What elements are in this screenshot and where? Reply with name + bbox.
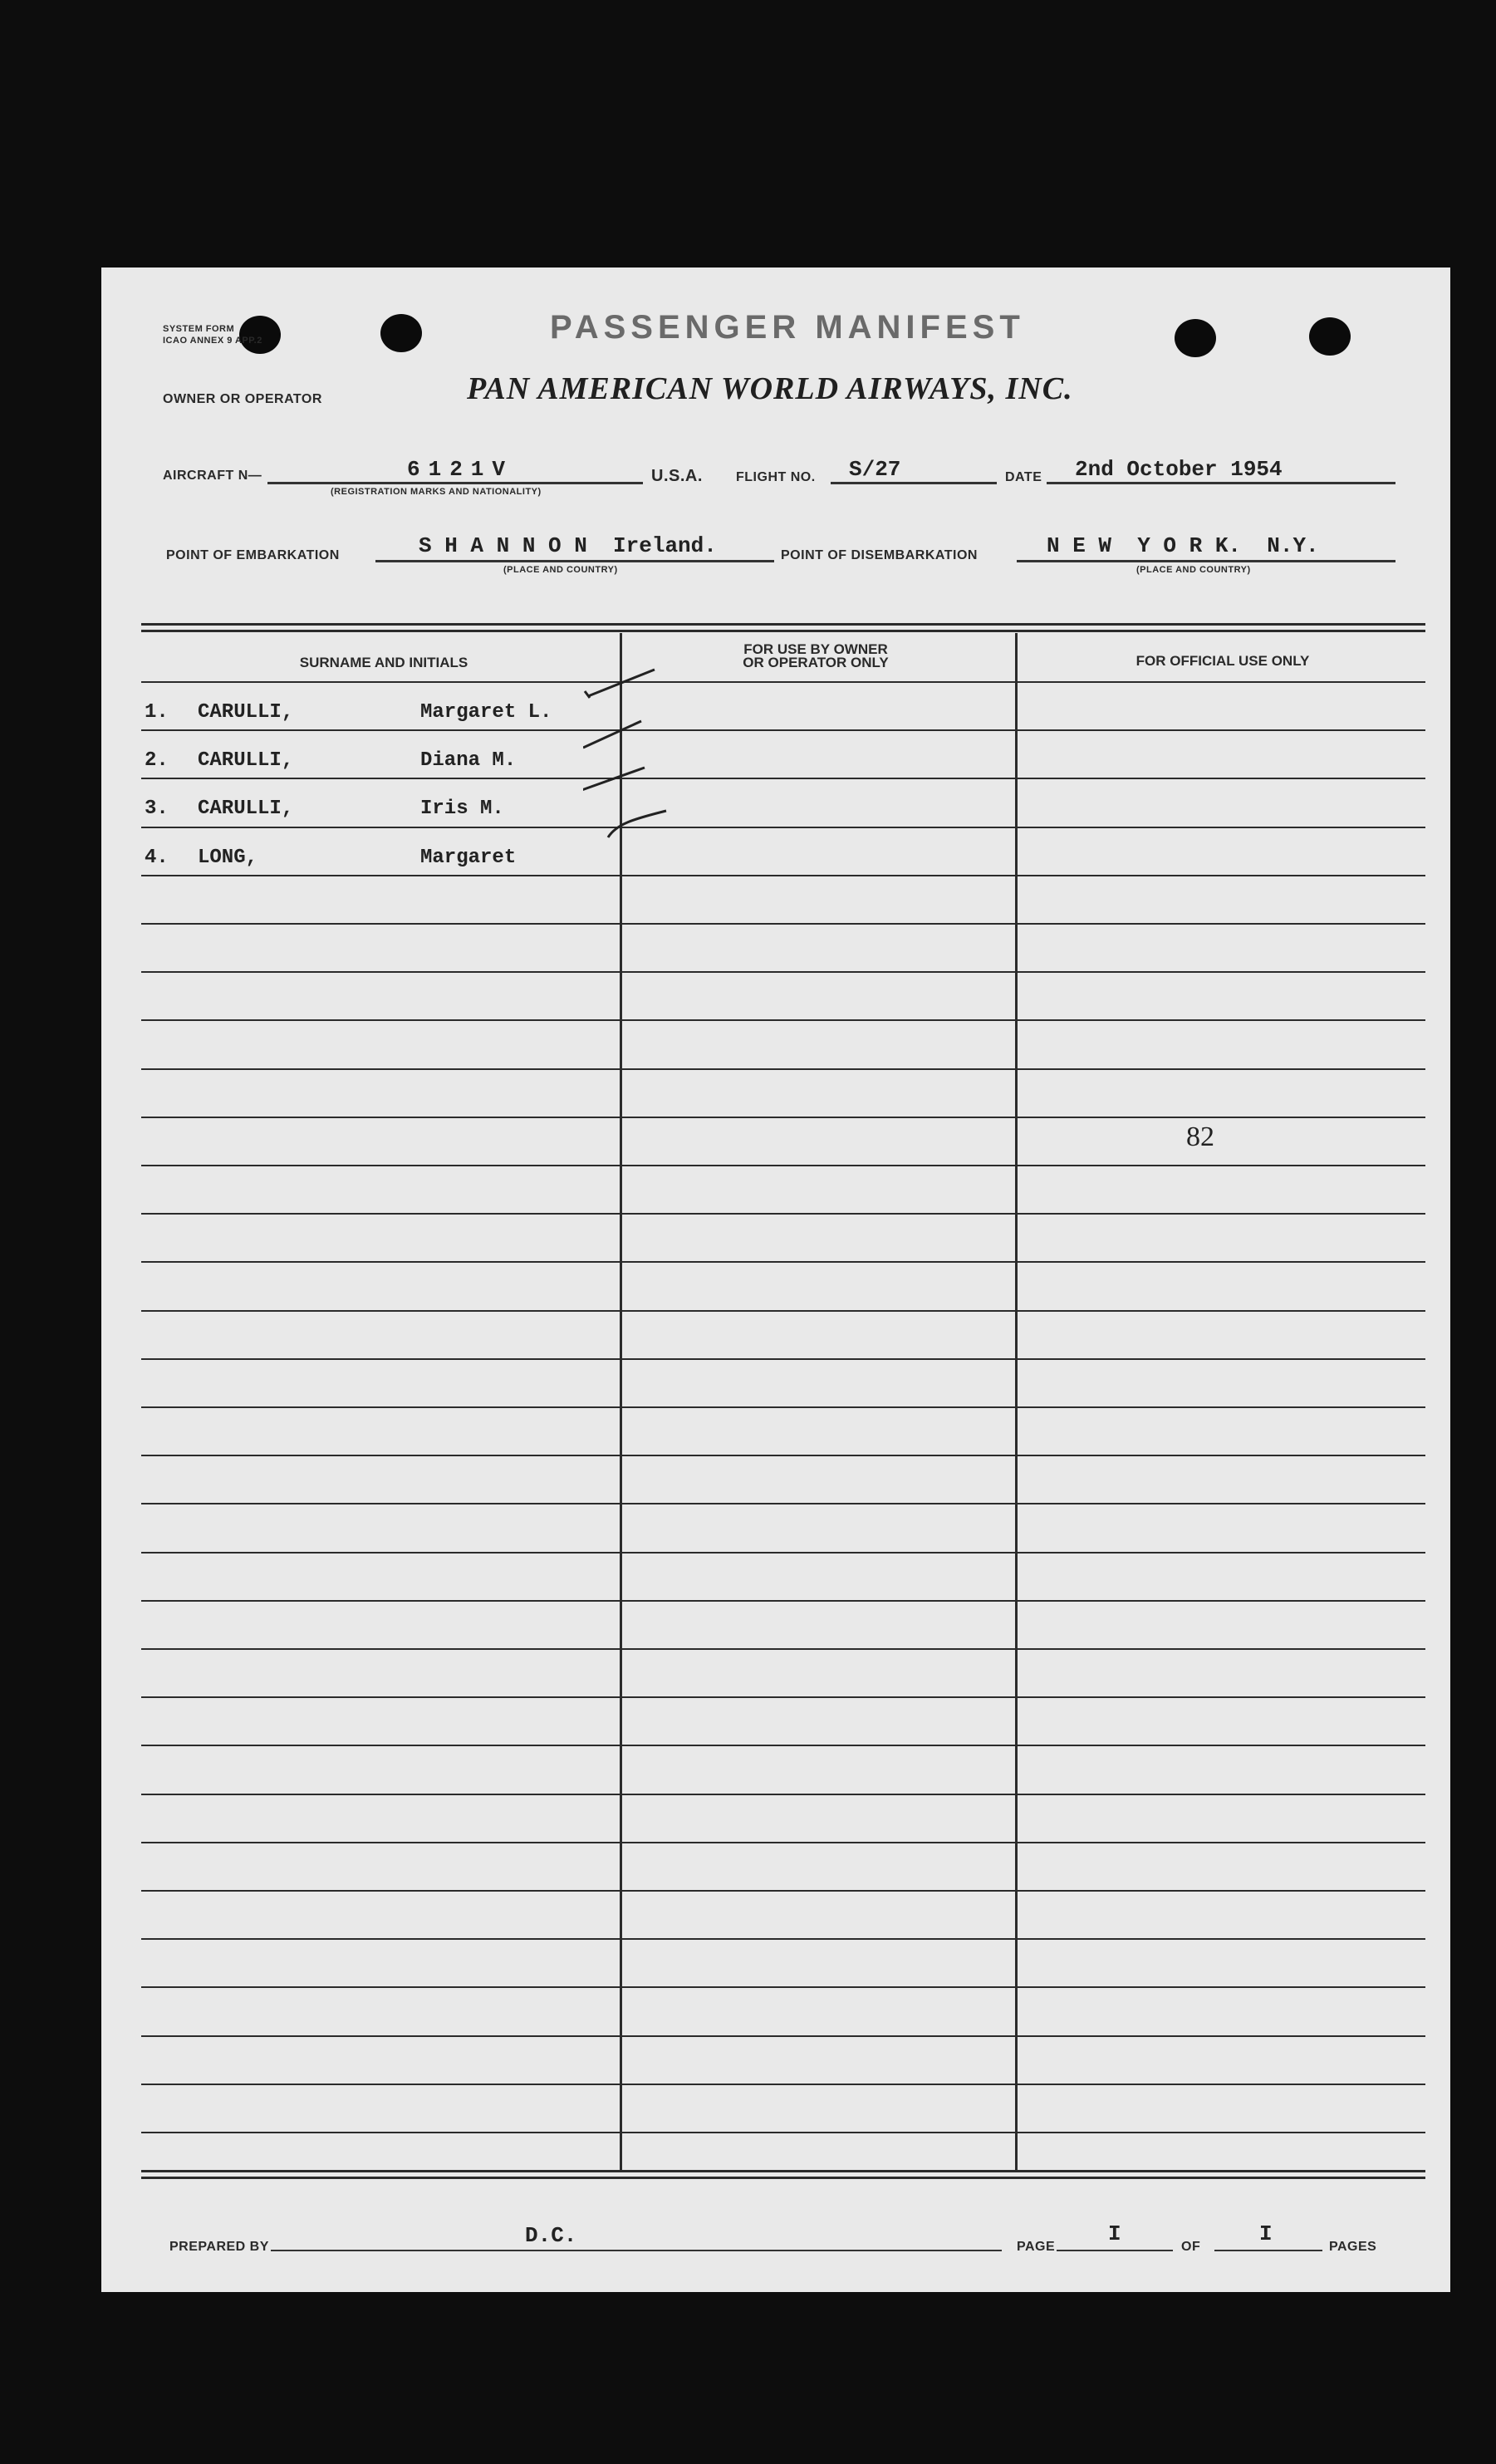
disembark-value: N E W Y O R K. N.Y.: [1047, 533, 1319, 558]
passenger-surname: LONG,: [198, 847, 258, 869]
table-rule-line: [141, 1117, 1425, 1118]
page-underline: [1057, 2250, 1173, 2251]
table-top-rule: [141, 623, 1425, 626]
table-rule-line: [141, 2084, 1425, 2085]
passenger-number: 2.: [145, 749, 169, 772]
table-bottom-rule: [141, 2177, 1425, 2179]
punch-hole: [1175, 319, 1216, 357]
form-title: PASSENGER MANIFEST: [550, 309, 1025, 346]
punch-hole: [1309, 317, 1351, 356]
page-label: PAGE: [1017, 2240, 1056, 2254]
table-top-rule: [141, 630, 1425, 632]
prepared-value: D.C.: [525, 2223, 577, 2248]
page-value: I: [1108, 2221, 1121, 2246]
check-mark: [583, 721, 641, 748]
passenger-given-name: Margaret: [420, 847, 517, 869]
aircraft-label: AIRCRAFT N—: [163, 469, 262, 483]
passenger-number: 1.: [145, 701, 169, 724]
table-rule-line: [141, 1358, 1425, 1360]
table-rule-line: [141, 1842, 1425, 1843]
date-underline: [1047, 482, 1395, 484]
table-rule-line: [141, 1600, 1425, 1602]
flight-underline: [831, 482, 997, 484]
table-rule-line: [141, 1406, 1425, 1408]
disembark-label: POINT OF DISEMBARKATION: [781, 548, 978, 562]
form-ref-line1: SYSTEM FORM: [163, 324, 235, 334]
nationality: U.S.A.: [651, 467, 703, 485]
passenger-given-name: Iris M.: [420, 798, 504, 820]
col-header-owner-line1: FOR USE BY OWNER: [743, 641, 888, 657]
table-rule-line: [141, 1165, 1425, 1166]
table-rule-line: [141, 2035, 1425, 2037]
table-rule-line: [141, 1019, 1425, 1021]
passenger-number: 4.: [145, 847, 169, 869]
passenger-given-name: Margaret L.: [420, 701, 552, 724]
embark-caption: (PLACE AND COUNTRY): [503, 565, 618, 575]
owner-label: OWNER OR OPERATOR: [163, 392, 322, 406]
table-rule-line: [141, 1455, 1425, 1456]
flight-value: S/27: [849, 457, 901, 482]
check-mark: [583, 768, 645, 793]
of-underline: [1214, 2250, 1322, 2251]
table-rule-line: [141, 1938, 1425, 1940]
table-rule-line: [141, 1552, 1425, 1553]
passenger-surname: CARULLI,: [198, 749, 294, 772]
passenger-surname: CARULLI,: [198, 701, 294, 724]
embark-underline: [375, 560, 774, 562]
table-bottom-rule: [141, 2170, 1425, 2172]
punch-hole: [239, 316, 281, 354]
disembark-underline: [1017, 560, 1395, 562]
of-value: I: [1259, 2221, 1273, 2246]
date-value: 2nd October 1954: [1075, 457, 1283, 482]
table-rule-line: [141, 1794, 1425, 1795]
owner-value: PAN AMERICAN WORLD AIRWAYS, INC.: [467, 371, 1073, 406]
table-rule-line: [141, 1213, 1425, 1215]
disembark-caption: (PLACE AND COUNTRY): [1136, 565, 1251, 575]
table-rule-line: [141, 1696, 1425, 1698]
table-rule-line: [141, 1745, 1425, 1746]
prepared-label: PREPARED BY: [169, 2240, 269, 2254]
table-rule-line: [141, 2132, 1425, 2133]
passenger-number: 3.: [145, 798, 169, 820]
table-rule-line: [141, 971, 1425, 973]
table-rule-line: [141, 923, 1425, 925]
check-marks: [583, 661, 799, 894]
table-rule-line: [141, 1648, 1425, 1650]
aircraft-underline: [267, 482, 643, 484]
check-mark: [608, 811, 666, 837]
table-rule-line: [141, 1986, 1425, 1988]
date-label: DATE: [1005, 470, 1042, 484]
form-ref-line2: ICAO ANNEX 9 APP.2: [163, 336, 262, 346]
aircraft-value: 6121V: [407, 457, 514, 482]
embark-label: POINT OF EMBARKATION: [166, 548, 340, 562]
col-header-surname: SURNAME AND INITIALS: [299, 655, 468, 670]
check-mark: [588, 670, 655, 696]
flight-label: FLIGHT NO.: [736, 470, 816, 484]
punch-hole: [380, 314, 422, 352]
passenger-surname: CARULLI,: [198, 798, 294, 820]
table-rule-line: [141, 1068, 1425, 1070]
aircraft-caption: (REGISTRATION MARKS AND NATIONALITY): [331, 487, 542, 497]
table-rule-line: [141, 1261, 1425, 1263]
prepared-underline: [271, 2250, 1002, 2251]
col-header-official: FOR OFFICIAL USE ONLY: [1135, 653, 1310, 669]
pages-label: PAGES: [1329, 2240, 1377, 2254]
passenger-given-name: Diana M.: [420, 749, 517, 772]
of-label: OF: [1181, 2240, 1201, 2254]
table-rule-line: [141, 1310, 1425, 1312]
official-note: 82: [1186, 1122, 1214, 1152]
embark-value: S H A N N O N Ireland.: [419, 533, 717, 558]
table-rule-line: [141, 1890, 1425, 1892]
table-rule-line: [141, 1503, 1425, 1504]
manifest-sheet: [101, 268, 1450, 2292]
col-header-owner-line2: OR OPERATOR ONLY: [743, 655, 889, 670]
